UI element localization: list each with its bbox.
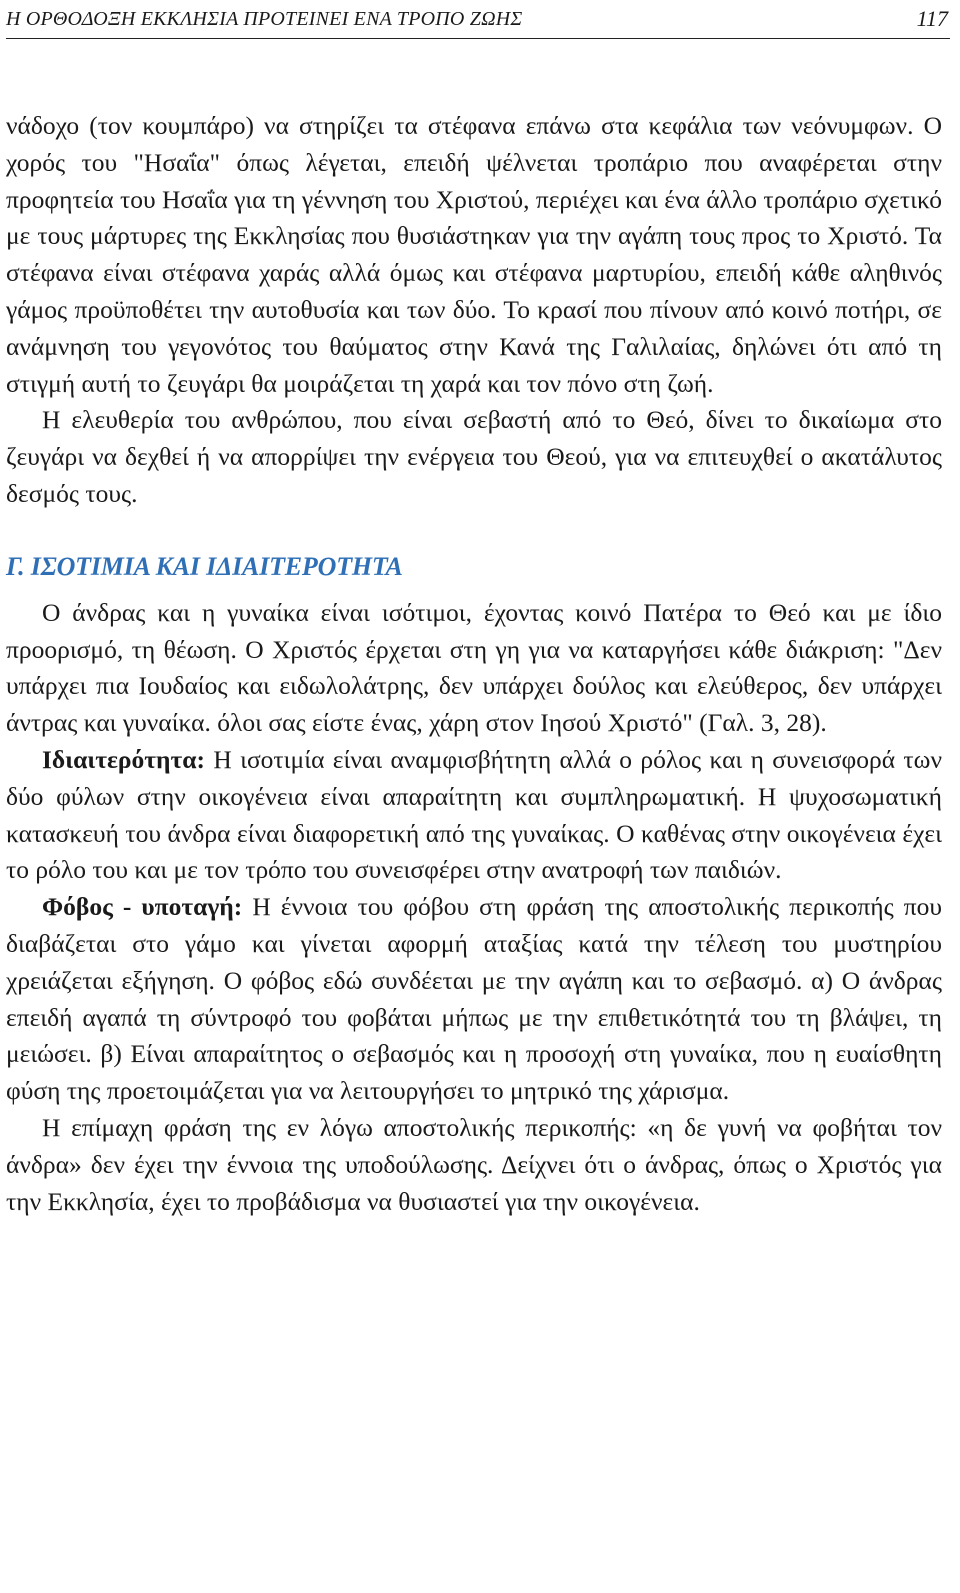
running-header bbox=[6, 6, 948, 32]
paragraph-particularity-text: Η ισοτιμία είναι αναμφισβήτητη αλλά ο ρόλος και η συνεισφορά των δύο φύλων στην οικογένεια είναι απαραίτητη και συμπληρωματική. Η ψυχοσωματική κατασκευή του άνδρα είναι διαφορετική από της γυναίκας. Ο καθένας στην οικογένεια έχει το ρόλο του και με τον τρόπο του συνεισφέρει στην ανατροφή των παιδιών. bbox=[6, 744, 942, 885]
paragraph-fear-submission bbox=[6, 889, 942, 1110]
header-rule bbox=[6, 38, 950, 39]
paragraph-fear-text: Η έννοια του φόβου στη φράση της αποστολικής περικοπής που διαβάζεται στο γάμο και γίνεται αφορμή αταξίας κατά την τέλεση του μυστηρίου χρειάζεται εξήγηση. Ο φόβος εδώ συνδέεται με την αγάπη και το σεβασμό. α) Ο άνδρας επειδή αγαπά τη σύντροφό του φοβάται μήπως με την επιθετικότητά του τη βλάψει, τη μειώσει. β) Είναι απαραίτητος ο σεβασμός και η προσοχή στη γυναίκα, που η ευαίσθητη φύση της προετοιμάζεται για να λειτουργήσει το μητρικό της χάρισμα. bbox=[6, 892, 942, 1106]
paragraph-equality: Ο άνδρας και η γυναίκα είναι ισότιμοι, έχοντας κοινό Πατέρα το Θεό και με ίδιο προορισμό, τη θέωση. Ο Χριστός έρχεται στη γη για να καταργήσει κάθε διάκριση: "Δεν υπάρχει πια Ιουδαίος και ειδωλολάτρης, δεν υπάρχει δούλος και ελεύθερος, δεν υπάρχει άντρας και γυναίκα. όλοι σας είστε ένας, χάρη στον Ιησού Χριστό" (Γαλ. 3, 28). bbox=[6, 597, 942, 738]
page-number: 117 bbox=[916, 6, 948, 31]
page-body bbox=[6, 108, 942, 1220]
run-in-label-fear: Φόβος - υποταγή: bbox=[42, 892, 243, 922]
running-title: Η ΟΡΘΟΔΟΞΗ ΕΚΚΛΗΣΙΑ ΠΡΟΤΕΙΝΕΙ ΕΝΑ ΤΡΟΠΟ ΖΩΗΣ bbox=[6, 8, 523, 30]
paragraph-continued: νάδοχο (τον κουμπάρο) να στηρίζει τα στέφανα επάνω στα κεφάλια των νεόνυμφων. Ο χορός του "Ησαΐα" όπως λέγεται, επειδή ψέλνεται τροπάριο που αναφέρεται στην προφητεία του Ησαΐα για τη γέννηση του Χριστού, περιέχει και ένα άλλο τροπάριο σχετικό με τους μάρτυρες της Εκκλησίας που θυσιάστηκαν για την αγάπη τους προς το Χριστό. Τα στέφανα είναι στέφανα χαράς αλλά όμως και στέφανα μαρτυρίου, επειδή κάθε αληθινός γάμος προϋποθέτει την αυτοθυσία και των δύο. Το κρασί που πίνουν από κοινό ποτήρι, σε ανάμνηση του γεγονότος του θαύματος στην Κανά της Γαλιλαίας, δηλώνει ότι από τη στιγμή αυτή το ζευγάρι θα μοιράζεται τη χαρά και τον πόνο στη ζωή. bbox=[6, 111, 942, 398]
paragraph-particularity bbox=[6, 742, 942, 889]
section-heading: Γ. ΙΣΟΤΙΜΙΑ ΚΑΙ ΙΔΙΑΙΤΕΡΟΤΗΤΑ bbox=[6, 551, 403, 581]
paragraph-disputed-phrase: Η επίμαχη φράση της εν λόγω αποστολικής περικοπής: «η δε γυνή να φοβήται τον άνδρα» δεν έχει την έννοια της υποδούλωσης. Δείχνει ότι ο άνδρας, όπως ο Χριστός για την Εκκλησία, έχει το προβάδισμα να θυσιαστεί για την οικογένεια. bbox=[6, 1112, 942, 1216]
paragraph-freedom: Η ελευθερία του ανθρώπου, που είναι σεβαστή από το Θεό, δίνει το δικαίωμα στο ζευγάρι να δεχθεί ή να απορρίψει την ενέργεια του Θεού, για να επιτευχθεί ο ακατάλυτος δεσμός τους. bbox=[6, 405, 942, 508]
run-in-label-particularity: Ιδιαιτερότητα: bbox=[42, 744, 205, 774]
